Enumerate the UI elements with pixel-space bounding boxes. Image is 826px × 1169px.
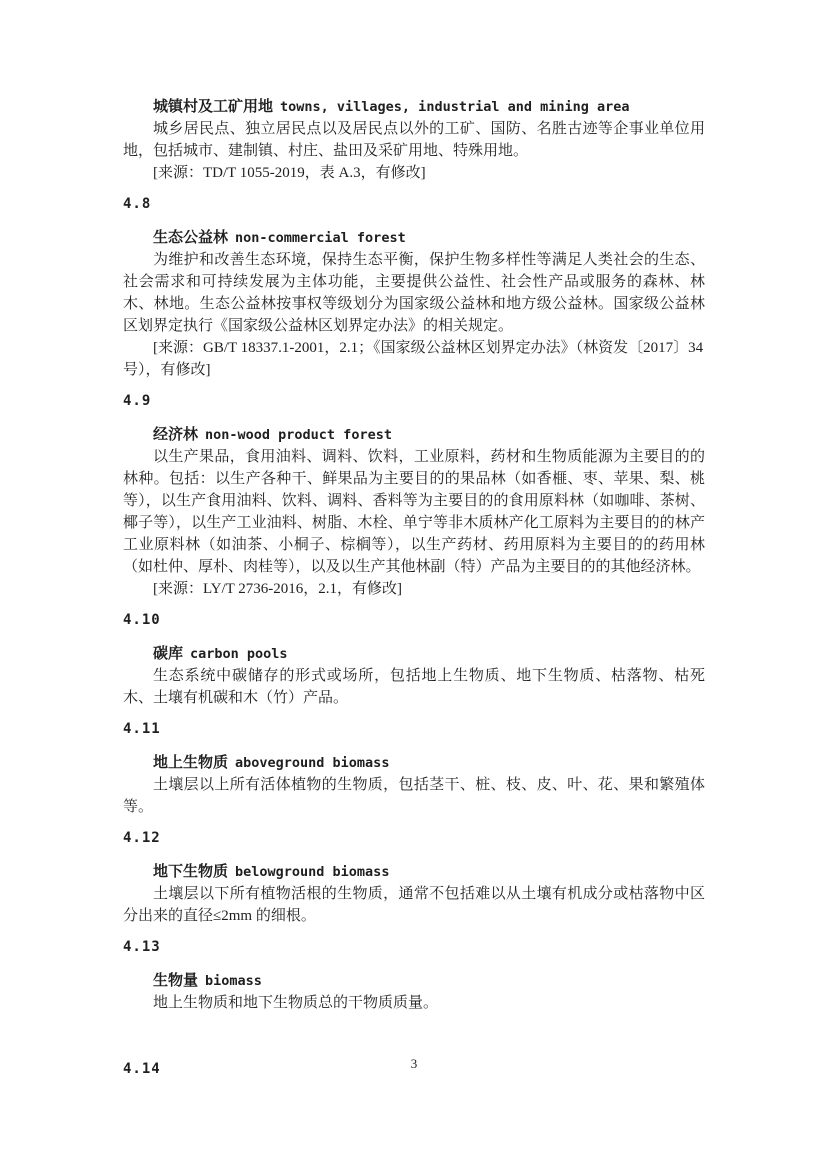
term-block [123,96,705,184]
term-line [123,96,705,118]
term-chinese: 地下生物质 [153,863,229,880]
definition-paragraph: 地上生物质和地下生物质总的干物质质量。 [153,995,439,1011]
term-chinese: 生态公益林 [153,229,229,246]
definition-paragraph: 土壤层以上所有活体植物的生物质，包括茎干、桩、枝、皮、叶、花、果和繁殖体等。 [123,777,705,815]
term-english: belowground biomass [235,864,390,880]
term-block [123,193,705,381]
section-number: 4.13 [123,939,161,955]
term-block [123,609,705,709]
definition-paragraph: 为维护和改善生态环境，保持生态平衡，保护生物多样性等满足人类社会的生态、社会需求和可持续发展为主体功能，主要提供公益性、社会性产品或服务的森林、林木、林地。生态公益林按事权等级划分为国家级公益林和地方级公益林。国家级公益林区划界定执行《国家级公益林区划界定办法》的相关规定。 [123,252,705,334]
term-chinese: 地上生物质 [153,754,229,771]
term-english: carbon pools [190,646,288,662]
definition-paragraph: 城乡居民点、独立居民点以及居民点以外的工矿、国防、名胜古迹等企事业单位用地，包括城市、建制镇、村庄、盐田及采矿用地、特殊用地。 [123,121,705,159]
terms-content [123,96,705,1080]
term-block [123,936,705,1014]
term-line [123,643,705,665]
term-line [123,861,705,883]
term-english: biomass [205,973,262,989]
term-chinese: 经济林 [153,426,199,443]
term-english: non-commercial forest [235,230,406,246]
section-number: 4.10 [123,612,161,628]
term-chinese: 碳库 [153,645,184,662]
section-number: 4.14 [123,1061,161,1077]
term-line [123,970,705,992]
section-number: 4.12 [123,830,161,846]
term-line [123,752,705,774]
section-number: 4.9 [123,393,152,409]
definition-paragraph: 土壤层以下所有植物活根的生物质，通常不包括难以从土壤有机成分或枯落物中区分出来的直径≤2mm 的细根。 [123,886,705,924]
section-number: 4.11 [123,721,161,737]
term-english: towns, villages, industrial and mining area [280,99,630,115]
term-chinese: 生物量 [153,972,199,989]
term-chinese: 城镇村及工矿用地 [153,98,274,115]
section-number: 4.8 [123,196,152,212]
definition-paragraph: 以生产果品，食用油料、调料、饮料，工业原料，药材和生物质能源为主要目的的林种。包括：以生产各种干、鲜果品为主要目的的果品林（如香榧、枣、苹果、梨、桃等），以生产食用油料、饮料、调料、香料等为主要目的的食用原料林（如咖啡、茶树、椰子等），以生产工业油料、树脂、木栓、单宁等非木质林产化工原料为主要目的的林产工业原料林（如油茶、小桐子、棕榈等），以生产药材、药用原料为主要目的的药用林（如杜仲、厚朴、肉桂等），以及以生产其他林副（特）产品为主要目的的其他经济林。 [123,449,705,575]
definition-paragraph: 生态系统中碳储存的形式或场所，包括地上生物质、地下生物质、枯落物、枯死木、土壤有机碳和木（竹）产品。 [123,668,705,706]
term-line [123,424,705,446]
source-note: [来源：LY/T 2736-2016，2.1，有修改] [153,581,403,597]
term-english: aboveground biomass [235,755,390,771]
term-line [123,227,705,249]
term-english: non-wood product forest [205,427,392,443]
source-note: [来源：TD/T 1055-2019，表 A.3，有修改] [153,165,426,181]
term-block [123,718,705,818]
term-block [123,390,705,600]
source-note: [来源：GB/T 18337.1-2001，2.1；《国家级公益林区划界定办法》（林资发〔2017〕34 号），有修改] [123,340,704,378]
term-block [123,827,705,927]
page-number: 3 [410,1056,418,1071]
